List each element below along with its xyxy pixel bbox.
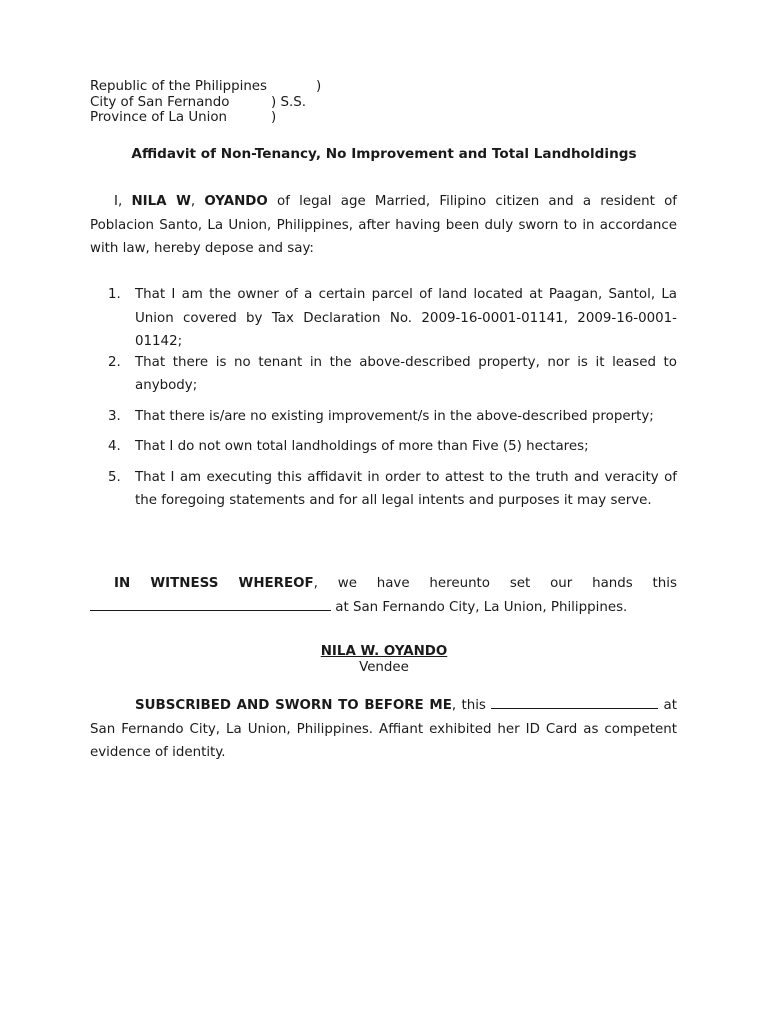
venue-paren-ss: ) S.S. bbox=[271, 94, 306, 110]
item-number: 4. bbox=[108, 439, 121, 454]
venue-line-province bbox=[90, 110, 277, 126]
intro-paragraph bbox=[90, 190, 677, 261]
item-number: 5. bbox=[108, 469, 121, 485]
document-title: Affidavit of Non-Tenancy, No Improvement and Total Landholdings bbox=[131, 146, 637, 162]
list-item bbox=[108, 351, 677, 398]
intro-lead: I, bbox=[114, 194, 132, 209]
item-number: 1. bbox=[108, 287, 121, 302]
signatory-name-text: NILA W. OYANDO bbox=[320, 644, 448, 659]
affiant-first-name: NILA W bbox=[131, 194, 191, 209]
list-item bbox=[108, 405, 677, 429]
witness-paragraph bbox=[90, 572, 677, 619]
item-number: 2. bbox=[108, 354, 121, 370]
venue-block bbox=[90, 79, 322, 126]
jurat-paragraph bbox=[90, 694, 677, 765]
intro-body: of legal age Married, Filipino citizen and a resident of Poblacion Santo, La Union, Philippines, after having been duly sworn to in accordance with law, hereby depose and say: bbox=[90, 194, 677, 256]
item-text: That I am executing this affidavit in order to attest to the truth and veracity of the foregoing statements and for all legal intents and purposes it may serve. bbox=[135, 469, 677, 508]
affiant-last-name: OYANDO bbox=[204, 194, 268, 209]
list-item bbox=[108, 283, 677, 354]
intro-comma: , bbox=[190, 194, 205, 209]
venue-paren: ) bbox=[316, 79, 322, 94]
venue-line-city bbox=[90, 94, 306, 111]
jurat-date-blank-line bbox=[491, 696, 658, 709]
item-number: 3. bbox=[108, 408, 121, 424]
witness-heading: IN WITNESS WHEREOF bbox=[114, 576, 314, 591]
witness-place: at San Fernando City, La Union, Philippines. bbox=[331, 599, 628, 615]
signatory-name bbox=[0, 644, 768, 660]
jurat-place: at San Fernando City, La Union, Philippines. Affiant exhibited her ID Card as competent evidence of identity. bbox=[90, 698, 678, 760]
signatory-role: Vendee bbox=[359, 660, 409, 675]
venue-line-republic bbox=[90, 79, 322, 95]
venue-paren: ) bbox=[271, 110, 277, 125]
witness-text: , we have hereunto set our hands this bbox=[313, 576, 677, 591]
jurat-text: , this bbox=[451, 698, 486, 713]
item-text: That there is/are no existing improvement/s in the above-described property; bbox=[135, 408, 654, 424]
venue-text: Republic of the Philippines bbox=[90, 79, 268, 94]
jurat-heading: SUBSCRIBED AND SWORN TO BEFORE ME bbox=[135, 698, 452, 713]
item-text: That there is no tenant in the above-described property, nor is it leased to anybody; bbox=[135, 354, 677, 393]
venue-text: Province of La Union bbox=[90, 110, 228, 125]
item-text: That I do not own total landholdings of more than Five (5) hectares; bbox=[135, 439, 589, 454]
averments-list bbox=[108, 283, 677, 513]
item-text: That I am the owner of a certain parcel of land located at Paagan, Santol, La Union covered by Tax Declaration No. 2009-16-0001-01141, 2009-16-0001-01142; bbox=[135, 287, 677, 349]
list-item bbox=[108, 466, 677, 513]
venue-text: City of San Fernando bbox=[90, 94, 230, 110]
list-item bbox=[108, 435, 677, 459]
date-blank-line bbox=[90, 598, 331, 611]
